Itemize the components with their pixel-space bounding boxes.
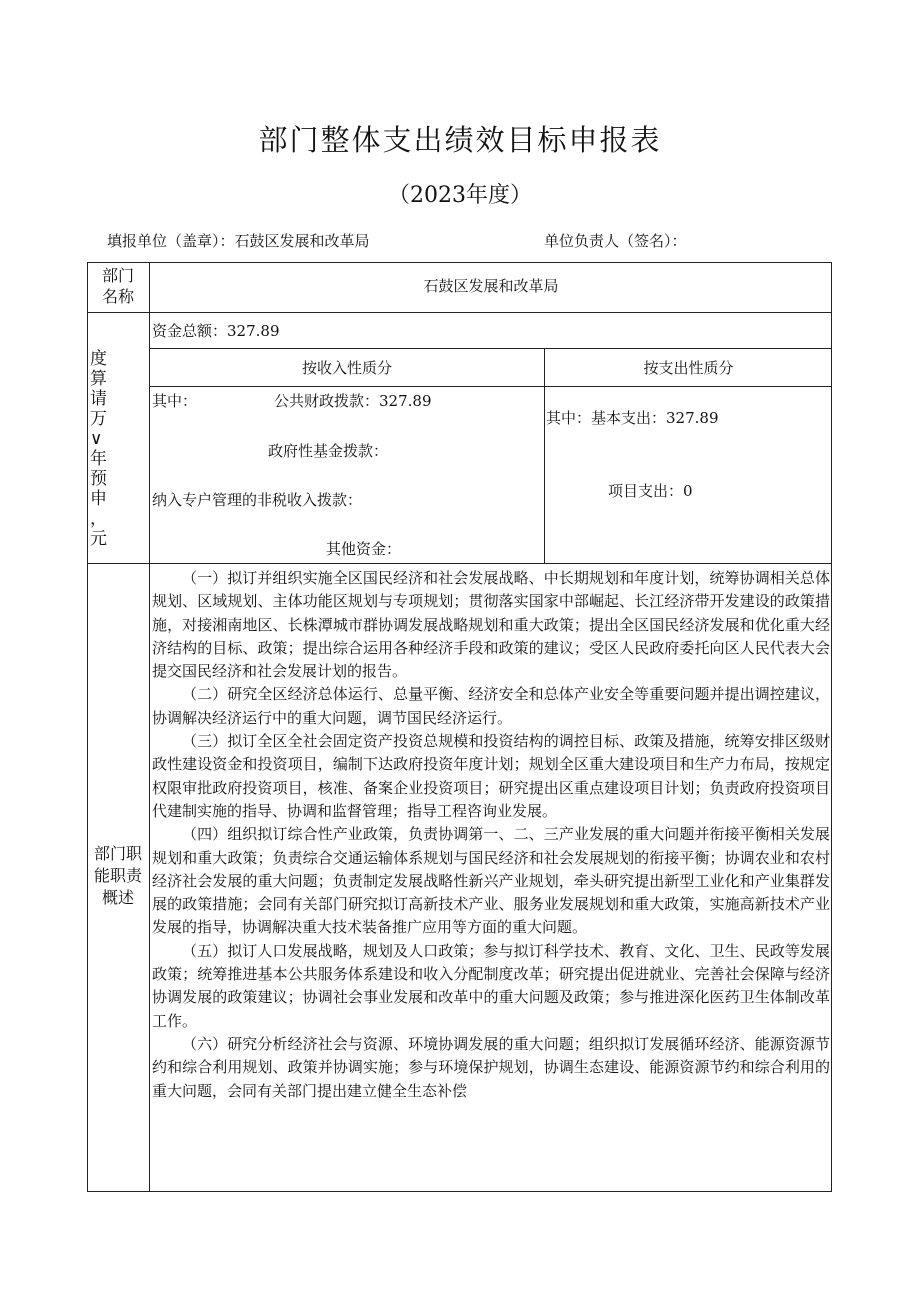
duty-paragraph: （四）组织拟订综合性产业政策，负责协调第一、二、三产业发展的重大问题并衔接平衡相关发展规划和重大政策；负责综合交通运输体系规划与国民经济和社会发展规划的衔接平衡；协调农业和农村经济社会发展的重大问题；负责制定发展战略性新兴产业规划，牵头研究提出新型工业化和产业集群发展的政策措施；会同有关部门研究拟订高新技术产业、服务业发展规划和重大政策，实施高新技术产业发展的指导，协调解决重大技术装备推广应用等方面的重大问题。 bbox=[152, 825, 830, 937]
dept-label-line: 部门 bbox=[101, 266, 134, 285]
public-finance-funds: 公共财政拨款：327.89 bbox=[274, 392, 432, 410]
total-funds: 资金总额：327.89 bbox=[152, 322, 280, 340]
budget-label-char: 预 bbox=[90, 469, 107, 489]
budget-label-char: 元 bbox=[90, 529, 107, 549]
row-divider bbox=[87, 312, 832, 313]
duties-label-line: 部门职 bbox=[93, 844, 142, 863]
column-divider bbox=[149, 262, 150, 1192]
fill-unit-line: 填报单位（盖章）：石鼓区发展和改革局 bbox=[107, 232, 370, 250]
duties-label bbox=[88, 843, 148, 909]
duty-paragraph: （一）拟订并组织实施全区国民经济和社会发展战略、中长期规划和年度计划，统筹协调相关总体规划、区域规划、主体功能区规划与专项规划；贯彻落实国家中部崛起、长江经济带开发建设的政策措施，对接湘南地区、长株潭城市群协调发展战略规划和重大政策；提出全区国民经济发展和优化重大经济结构的目标、政策；提出综合运用各种经济手段和政策的建议；受区人民政府委托向区人民代表大会提交国民经济和社会发展计划的报告。 bbox=[152, 569, 830, 681]
budget-label-char: 年 bbox=[90, 449, 107, 469]
duty-paragraph: （二）研究全区经济总体运行、总量平衡、经济安全和总体产业安全等重要问题并提出调控建议，协调解决经济运行中的重大问题，调节国民经济运行。 bbox=[152, 685, 830, 727]
row-divider bbox=[149, 348, 832, 349]
row-divider bbox=[149, 386, 832, 387]
government-fund: 政府性基金拨款： bbox=[268, 442, 389, 460]
budget-label bbox=[88, 349, 148, 549]
budget-label-char: 算 bbox=[90, 369, 107, 389]
duty-paragraph: （六）研究分析经济社会与资源、环境协调发展的重大问题；组织拟订发展循环经济、能源资源节约和综合利用规划、政策并协调实施；参与环境保护规划，协调生态建设、能源资源节约和综合利用的重大问题，会同有关部门提出建立健全生态补偿 bbox=[152, 1034, 830, 1100]
project-expense: 项目支出：0 bbox=[608, 482, 693, 500]
year-subtitle: （2023年度） bbox=[388, 183, 532, 208]
duty-paragraph: （五）拟订人口发展战略，规划及人口政策；参与拟订科学技术、教育、文化、卫生、民政等发展政策；统筹推进基本公共服务体系建设和收入分配制度改革；研究提出促进就业、完善社会保障与经济协调发展的政策建议；协调社会事业发展和改革中的重大问题及政策；参与推进深化医药卫生体制改革工作。 bbox=[152, 941, 830, 1030]
duty-paragraph: （三）拟订全区全社会固定资产投资总规模和投资结构的调控目标、政策及措施，统筹安排区级财政性建设资金和投资项目，编制下达政府投资年度计划；规划全区重大建设项目和生产力布局，按规定权限审批政府投资项目，核准、备案企业投资项目；研究提出区重点建设项目计划；负责政府投资项目代建制实施的指导、协调和监督管理；指导工程咨询业发展。 bbox=[152, 732, 830, 820]
column-divider bbox=[544, 348, 545, 563]
duties-text bbox=[152, 567, 830, 1103]
dept-label-line: 名称 bbox=[101, 287, 134, 306]
income-prefix: 其中： bbox=[152, 392, 198, 410]
page-title: 部门整体支出绩效目标申报表 bbox=[258, 123, 662, 157]
dept-name: 石鼓区发展和改革局 bbox=[423, 277, 559, 295]
income-header: 按收入性质分 bbox=[301, 359, 392, 377]
budget-label-char: 请 bbox=[90, 389, 107, 409]
budget-label-char: ∨ bbox=[90, 429, 103, 449]
duties-label-line: 能职责 bbox=[93, 866, 142, 885]
budget-label-char: 申 bbox=[90, 489, 107, 509]
dept-label bbox=[88, 265, 148, 307]
budget-label-char: 度 bbox=[90, 349, 107, 369]
basic-expense: 其中：基本支出：327.89 bbox=[546, 409, 719, 427]
expense-header: 按支出性质分 bbox=[643, 359, 734, 377]
budget-label-char: 万 bbox=[90, 409, 107, 429]
duties-label-line: 概述 bbox=[101, 888, 134, 907]
row-divider bbox=[87, 563, 832, 564]
other-funds: 其他资金： bbox=[326, 540, 402, 558]
budget-label-char: ， bbox=[90, 509, 107, 529]
non-tax-income: 纳入专户管理的非税收入拨款： bbox=[152, 491, 363, 509]
unit-head-signature-line: 单位负责人（签名）： bbox=[544, 232, 687, 250]
